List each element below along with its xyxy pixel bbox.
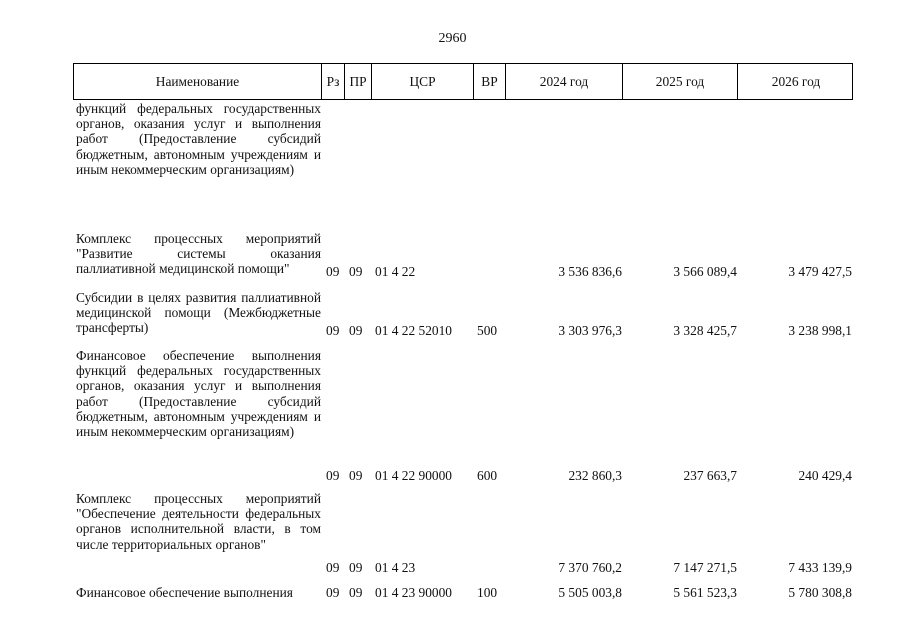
row-rz: 09	[326, 264, 340, 279]
row-pr: 09	[349, 560, 363, 575]
row-csr: 01 4 22 52010	[375, 323, 452, 338]
header-2025: 2025 год	[623, 64, 738, 100]
row-2024: 5 505 003,8	[558, 585, 622, 600]
row-2024: 3 536 836,6	[558, 264, 622, 279]
row-2025: 5 561 523,3	[673, 585, 737, 600]
row-csr: 01 4 23 90000	[375, 585, 452, 600]
row-vr: 100	[477, 585, 498, 600]
row-name: Субсидии в целях развития паллиативной медицинской помощи (Межбюджетные трансферты)	[76, 290, 321, 336]
row-2026: 240 429,4	[798, 468, 852, 483]
row-name: Комплекс процессных мероприятий "Обеспечение деятельности федеральных органов исполнительной власти, в том числе территориальных органов"	[76, 491, 321, 552]
row-pr: 09	[349, 468, 363, 483]
row-2025: 3 328 425,7	[673, 323, 737, 338]
row-vr: 500	[477, 323, 498, 338]
row-rz: 09	[326, 585, 340, 600]
row-pr: 09	[349, 585, 363, 600]
row-2026: 3 479 427,5	[788, 264, 852, 279]
row-pr: 09	[349, 323, 363, 338]
page-number: 2960	[438, 31, 467, 46]
row-2024: 7 370 760,2	[558, 560, 622, 575]
row-2025: 237 663,7	[683, 468, 737, 483]
row-csr: 01 4 22	[375, 264, 416, 279]
row-rz: 09	[326, 323, 340, 338]
row-vr: 600	[477, 468, 498, 483]
row-pr: 09	[349, 264, 363, 279]
header-2024: 2024 год	[506, 64, 623, 100]
row-2025: 3 566 089,4	[673, 264, 737, 279]
header-csr: ЦСР	[372, 64, 474, 100]
header-rz: Рз	[322, 64, 345, 100]
row-name: Финансовое обеспечение выполнения	[76, 585, 293, 600]
row-rz: 09	[326, 560, 340, 575]
row-2026: 3 238 998,1	[788, 323, 852, 338]
header-vr: ВР	[474, 64, 506, 100]
row-2025: 7 147 271,5	[673, 560, 737, 575]
row-csr: 01 4 23	[375, 560, 416, 575]
row-csr: 01 4 22 90000	[375, 468, 452, 483]
header-pr: ПР	[345, 64, 372, 100]
row-2024: 232 860,3	[568, 468, 622, 483]
row-2026: 7 433 139,9	[788, 560, 852, 575]
header-name: Наименование	[74, 64, 322, 100]
row-name: Финансовое обеспечение выполнения функций федеральных государственных органов, оказания услуг и выполнения работ (Предоставление субсидий бюджетным, автономным учреждениям и иным некоммерческим организациям)	[76, 348, 321, 440]
row-2026: 5 780 308,8	[788, 585, 852, 600]
row-rz: 09	[326, 468, 340, 483]
table-header	[73, 63, 853, 100]
header-divider	[73, 99, 853, 100]
row-name: Комплекс процессных мероприятий "Развитие системы оказания паллиативной медицинской помощи"	[76, 231, 321, 277]
row-name: функций федеральных государственных органов, оказания услуг и выполнения работ (Предоставление субсидий бюджетным, автономным учреждениям и иным некоммерческим организациям)	[76, 101, 321, 177]
header-2026: 2026 год	[771, 74, 821, 89]
row-2024: 3 303 976,3	[558, 323, 622, 338]
